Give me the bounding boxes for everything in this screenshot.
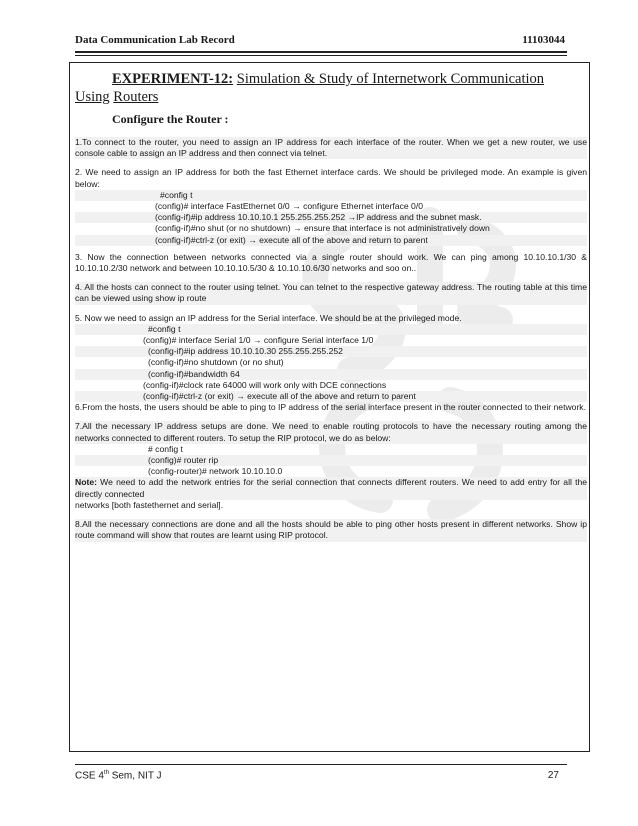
paragraph-1: 1.To connect to the router, you need to assign an IP address for each interface of the router. When we get a new router, we use console cable to assign an IP address and then connect via telnet. [75, 137, 587, 159]
paragraph-3: 3. Now the connection between networks connected via a single router should work. We can ping among 10.10.10.1/30 & 10.10.10.2/30 network and between 10.10.10.5/30 & 10.10.10.6/30 networks and soo on.. [75, 251, 587, 274]
paragraph-6: 6.From the hosts, the users should be able to ping to IP address of the serial interface present in the router connected to their network. [75, 402, 586, 413]
footer-semester [75, 770, 162, 781]
command-line: (config-if)#no shutdown (or no shut) [148, 357, 284, 368]
header-roll-number: 11103044 [522, 34, 565, 46]
experiment-title-using: Using [75, 89, 110, 105]
command-line: (config)# router rip [75, 455, 587, 466]
command-line: (config)# interface FastEthernet 0/0 → configure Ethernet interface 0/0 [155, 201, 423, 212]
command-line: #config t [75, 190, 587, 201]
experiment-title-line1: Simulation & Study of Internetwork Communication [236, 71, 545, 87]
paragraph-4: 4. All the hosts can connect to the router using telnet. You can telnet to the respective gateway address. The routing table at this time can be viewed using show ip route [75, 282, 587, 304]
command-line: (config-if)#ip address 10.10.10.1 255.255.255.252 →IP address and the subnet mask. [75, 212, 587, 223]
note-line-2: networks [both fastethernet and serial]. [75, 499, 224, 510]
command-line: (config-if)#bandwidth 64 [75, 369, 587, 380]
command-block-2 [75, 324, 587, 402]
paragraph-8: 8.All the necessary connections are done and all the hosts should be able to ping other hosts present in different networks. Show ip route command will show that routes are learnt using RIP protocol. [75, 519, 587, 541]
note-text: We need to add the network entries for the serial connection that connects different routers. We need to add entry for all the directly connected [75, 477, 588, 499]
command-line: (config-if)#no shut (or no shutdown) → ensure that interface is not administratively down [155, 223, 490, 234]
command-line: (config)# interface Serial 1/0 → configure Serial interface 1/0 [143, 335, 374, 346]
command-line: (config-if)#ctrl-z (or exit) → execute all of the above and return to parent [75, 235, 587, 246]
page-number: 27 [547, 770, 559, 781]
paragraph-2: 2. We need to assign an IP address for both the fast Ethernet interface cards. We should be privileged mode. An example is given below: [75, 167, 587, 189]
header-rule [75, 51, 567, 53]
command-line: (config-if)#ip address 10.10.10.30 255.255.255.252 [75, 346, 587, 357]
header-rule-thin [75, 55, 567, 56]
command-line: # config t [148, 443, 183, 454]
command-line: #config t [75, 324, 587, 335]
experiment-title-routers: Routers [113, 89, 159, 105]
page-header [75, 34, 565, 50]
experiment-number: EXPERIMENT-12: [112, 71, 234, 87]
footer-rule [75, 764, 567, 765]
section-subtitle: Configure the Router : [112, 112, 229, 126]
footer-sup: th [103, 770, 109, 776]
footer-suffix: Sem, NIT J [108, 770, 162, 782]
paragraph-5: 5. Now we need to assign an IP address for the Serial interface. We should be at the privileged mode. [75, 312, 462, 323]
footer-prefix: CSE 4 [75, 770, 104, 782]
document-body [75, 70, 587, 550]
note-paragraph [75, 477, 587, 499]
paragraph-7: 7.All the necessary IP address setups are done. We need to enable routing protocols to have the necessary routing among the networks connected to different routers. To setup the RIP protocol, we do as below: [75, 421, 587, 443]
command-line: (config-router)# network 10.10.10.0 [148, 466, 283, 477]
experiment-title [75, 70, 587, 106]
command-line: (config-if)#clock rate 64000 will work only with DCE connections [143, 379, 387, 390]
page-footer [75, 770, 567, 784]
command-line: (config-if)#ctrl-z (or exit) → execute all of the above and return to parent [75, 391, 587, 402]
command-block-3 [75, 444, 587, 478]
note-label: Note: [75, 477, 97, 488]
command-block-1 [75, 190, 587, 246]
header-course-title: Data Communication Lab Record [75, 34, 235, 46]
